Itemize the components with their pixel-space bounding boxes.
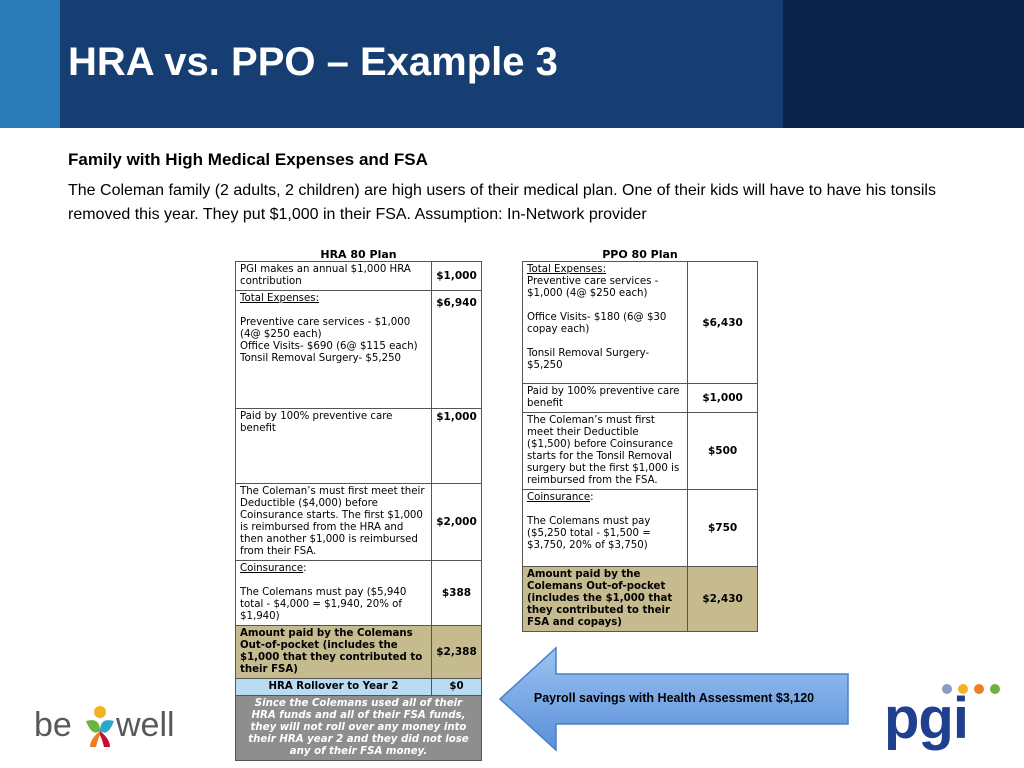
header-accent-right — [783, 0, 1024, 128]
hra-row-amount: $2,000 — [432, 484, 482, 561]
slide-subtitle: Family with High Medical Expenses and FSA — [68, 150, 428, 169]
ppo-coinsurance-detail: The Colemans must pay ($5,250 total - $1,500 = $3,750, 20% of $3,750) — [527, 516, 651, 551]
table-row: Coinsurance: The Colemans must pay ($5,250 total - $1,500 = $3,750, 20% of $3,750) $750 — [523, 490, 758, 567]
ppo-row-amount: $500 — [688, 413, 758, 490]
ppo-total-amount: $2,430 — [688, 567, 758, 632]
ppo-row-amount: $750 — [688, 490, 758, 567]
hra-rollover-note: Since the Colemans used all of their HRA funds and all of their FSA funds, they will not roll over any money into their HRA year 2 and they did not lose any of their FSA money. — [236, 696, 482, 761]
ppo-plan-title: PPO 80 Plan — [602, 248, 678, 261]
pgi-dot-icon — [990, 684, 1000, 694]
hra-row-label: PGI makes an annual $1,000 HRA contribution — [236, 262, 432, 291]
ppo-expense-line: Tonsil Removal Surgery- $5,250 — [527, 348, 650, 371]
pgi-logo-text: pgi — [884, 686, 968, 751]
ppo-total-label: Amount paid by the Colemans Out-of-pocket (includes the $1,000 that they contributed to their FSA and copays) — [523, 567, 688, 632]
hra-expense-line: Office Visits- $690 (6@ $115 each) — [240, 341, 418, 352]
ppo-expense-line: Preventive care services - $1,000 (4@ $250 each) — [527, 276, 659, 299]
ppo-total-expenses-heading: Total Expenses: — [527, 264, 607, 275]
ppo-coinsurance-heading: Coinsurance — [527, 492, 591, 503]
hra-coinsurance-heading: Coinsurance — [240, 563, 304, 574]
table-row — [523, 413, 758, 490]
ppo-row-amount: $6,430 — [688, 262, 758, 384]
pgi-logo — [884, 682, 1008, 754]
intro-paragraph: The Coleman family (2 adults, 2 children) are high users of their medical plan. One of their kids will have to have his tonsils removed this year. They put $1,000 in their FSA. Assumption: In-Network provider — [68, 182, 936, 223]
hra-expense-line: Preventive care services - $1,000 (4@ $250 each) — [240, 317, 411, 340]
hra-total-label: Amount paid by the Colemans Out-of-pocket (includes the $1,000 that they contributed to their FSA) — [236, 626, 432, 679]
person-icon — [82, 703, 118, 747]
table-row — [236, 696, 482, 761]
table-row — [236, 679, 482, 696]
table-row — [523, 262, 758, 384]
table-row — [236, 409, 482, 484]
hra-row-label: Paid by 100% preventive care benefit — [236, 409, 432, 484]
table-row — [236, 291, 482, 409]
ppo-row-amount: $1,000 — [688, 384, 758, 413]
hra-row-amount: $388 — [432, 561, 482, 626]
table-row — [523, 384, 758, 413]
hra-row-amount: $1,000 — [432, 262, 482, 291]
hra-row-amount: $1,000 — [432, 409, 482, 484]
hra-rollover-label: HRA Rollover to Year 2 — [236, 679, 432, 696]
be-well-logo — [34, 703, 204, 749]
ppo-row-label: The Coleman’s must first meet their Deductible ($1,500) before Coinsurance starts for the Tonsil Removal surgery but the first $1,000 is reimbursed from the FSA. — [523, 413, 688, 490]
hra-plan-table — [235, 261, 482, 761]
payroll-savings-callout: Payroll savings with Health Assessment $3,120 — [533, 691, 815, 705]
hra-total-expenses-heading: Total Expenses: — [240, 293, 320, 304]
hra-plan-title: HRA 80 Plan — [320, 248, 397, 261]
be-well-logo-left: be — [34, 706, 72, 744]
slide-header — [0, 0, 1024, 128]
hra-expense-line: Tonsil Removal Surgery- $5,250 — [240, 353, 402, 364]
ppo-row-label: Paid by 100% preventive care benefit — [523, 384, 688, 413]
ppo-plan-table — [522, 261, 758, 632]
header-accent-left — [0, 0, 60, 128]
table-row — [236, 484, 482, 561]
table-row: Coinsurance: The Colemans must pay ($5,940 total - $4,000 = $1,940, 20% of $1,940) $388 — [236, 561, 482, 626]
hra-row-label: The Coleman’s must first meet their Deductible ($4,000) before Coinsurance starts. The first $1,000 is reimbursed from the HRA and then another $1,000 is reimbursed from their FSA. — [236, 484, 432, 561]
table-row — [523, 567, 758, 632]
hra-total-amount: $2,388 — [432, 626, 482, 679]
table-row — [236, 626, 482, 679]
slide-title: HRA vs. PPO – Example 3 — [68, 40, 558, 84]
ppo-expense-line: Office Visits- $180 (6@ $30 copay each) — [527, 312, 667, 335]
be-well-logo-right: well — [116, 706, 175, 744]
hra-rollover-amount: $0 — [432, 679, 482, 696]
table-row — [236, 262, 482, 291]
hra-row-amount: $6,940 — [432, 291, 482, 409]
pgi-dot-icon — [974, 684, 984, 694]
hra-coinsurance-detail: The Colemans must pay ($5,940 total - $4,000 = $1,940, 20% of $1,940) — [240, 587, 407, 622]
